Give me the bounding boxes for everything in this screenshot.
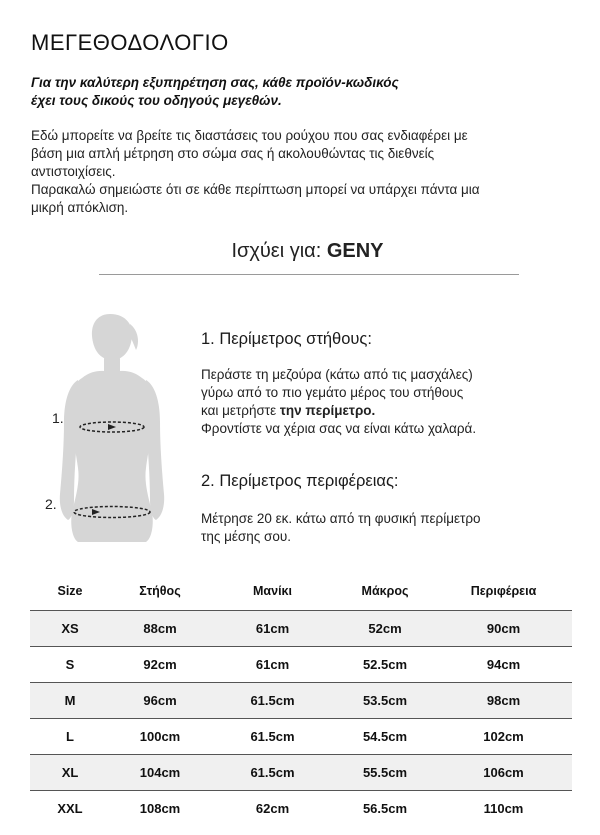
- desc-emphasis: την περίμετρο.: [279, 403, 376, 418]
- column-header-sleeve: Μανίκι: [253, 583, 292, 598]
- intro-emphasis: [31, 74, 571, 110]
- desc-line: και μετρήστε: [201, 403, 280, 418]
- size-chart-table: [30, 572, 572, 826]
- table-row: [30, 718, 572, 754]
- size-cell: XS: [30, 610, 110, 646]
- intro-line: μικρή απόκλιση.: [31, 200, 129, 215]
- intro-line: βάση μια απλή μέτρηση στο σώμα σας ή ακολουθώντας τις διεθνείς: [31, 146, 435, 161]
- chest-cell: 100cm: [139, 728, 181, 744]
- size-cell: XL: [30, 754, 110, 790]
- desc-line: Μέτρησε 20 εκ. κάτω από τη φυσική περίμετρο: [201, 511, 481, 526]
- table-header-row: [30, 572, 572, 610]
- hips-cell: 94cm: [486, 656, 521, 672]
- length-cell: 54.5cm: [362, 728, 408, 744]
- product-name: GENY: [326, 240, 384, 262]
- length-cell: 56.5cm: [362, 800, 408, 816]
- body-silhouette-icon: [48, 312, 178, 552]
- applies-label: Ισχύει για:: [231, 240, 322, 262]
- hip-marker-label: 2.: [45, 496, 57, 512]
- sleeve-cell: 61.5cm: [210, 754, 335, 790]
- column-header-chest: Στήθος: [139, 583, 181, 598]
- chest-cell: 96cm: [110, 682, 210, 718]
- hip-measurement-heading: 2. Περίμετρος περιφέρειας:: [201, 472, 399, 490]
- applies-to-heading: [0, 240, 600, 263]
- intro-line: Εδώ μπορείτε να βρείτε τις διαστάσεις του ρούχου που σας ενδιαφέρει με: [31, 128, 468, 143]
- hip-measurement-section: [201, 472, 581, 546]
- sleeve-cell: 61.5cm: [250, 728, 295, 744]
- intro-line: αντιστοιχίσεις.: [31, 164, 116, 179]
- size-cell: XXL: [57, 800, 83, 816]
- length-cell: 52.5cm: [362, 656, 408, 672]
- hips-cell: 98cm: [435, 682, 572, 718]
- desc-line: Περάστε τη μεζούρα (κάτω από τις μασχάλες): [201, 367, 473, 382]
- column-header-size: Size: [57, 583, 83, 598]
- chest-marker-label: 1.: [52, 410, 64, 426]
- chest-measurement-description: [201, 366, 581, 438]
- size-cell: L: [66, 728, 74, 744]
- hip-measurement-description: [201, 510, 581, 546]
- chest-measurement-section: [201, 330, 581, 438]
- sleeve-cell: 61cm: [255, 656, 290, 672]
- intro-paragraph: [31, 127, 571, 181]
- intro-line: Παρακαλώ σημειώστε ότι σε κάθε περίπτωση μπορεί να υπάρχει πάντα μια: [31, 182, 480, 197]
- body-silhouette-figure: [48, 312, 178, 552]
- size-cell: S: [65, 656, 75, 672]
- length-cell: 53.5cm: [335, 682, 435, 718]
- intro-emphasis-line: Για την καλύτερη εξυπηρέτηση σας, κάθε προϊόν-κωδικός: [31, 75, 399, 90]
- intro-text: [31, 127, 571, 217]
- length-cell: 52cm: [335, 610, 435, 646]
- chest-cell: 104cm: [110, 754, 210, 790]
- desc-line: Φροντίστε να χέρια σας να είναι κάτω χαλαρά.: [201, 421, 477, 436]
- table-row: [30, 754, 572, 790]
- divider: [99, 274, 519, 275]
- intro-paragraph: [31, 181, 571, 217]
- table-row: [30, 646, 572, 682]
- table-row: [30, 682, 572, 718]
- desc-line: γύρω από το πιο γεμάτο μέρος του στήθους: [201, 385, 464, 400]
- hips-cell: 110cm: [483, 800, 524, 816]
- column-header-length: Μάκρος: [361, 583, 409, 598]
- desc-line: της μέσης σου.: [201, 529, 291, 544]
- length-cell: 55.5cm: [335, 754, 435, 790]
- table-row: [30, 790, 572, 826]
- chest-cell: 92cm: [143, 656, 177, 672]
- intro-emphasis-line: έχει τους δικούς του οδηγούς μεγεθών.: [31, 93, 282, 108]
- chest-measurement-heading: 1. Περίμετρος στήθους:: [201, 330, 372, 348]
- table-row: [30, 610, 572, 646]
- column-header-hips: Περιφέρεια: [470, 583, 537, 598]
- hips-cell: 90cm: [435, 610, 572, 646]
- chest-cell: 108cm: [139, 800, 181, 816]
- sleeve-cell: 61cm: [210, 610, 335, 646]
- sleeve-cell: 61.5cm: [210, 682, 335, 718]
- chest-cell: 88cm: [110, 610, 210, 646]
- page-title: ΜΕΓΕΘΟΔΟΛΟΓΙΟ: [31, 30, 229, 55]
- hips-cell: 106cm: [435, 754, 572, 790]
- hips-cell: 102cm: [483, 728, 524, 744]
- size-cell: M: [30, 682, 110, 718]
- sleeve-cell: 62cm: [255, 800, 290, 816]
